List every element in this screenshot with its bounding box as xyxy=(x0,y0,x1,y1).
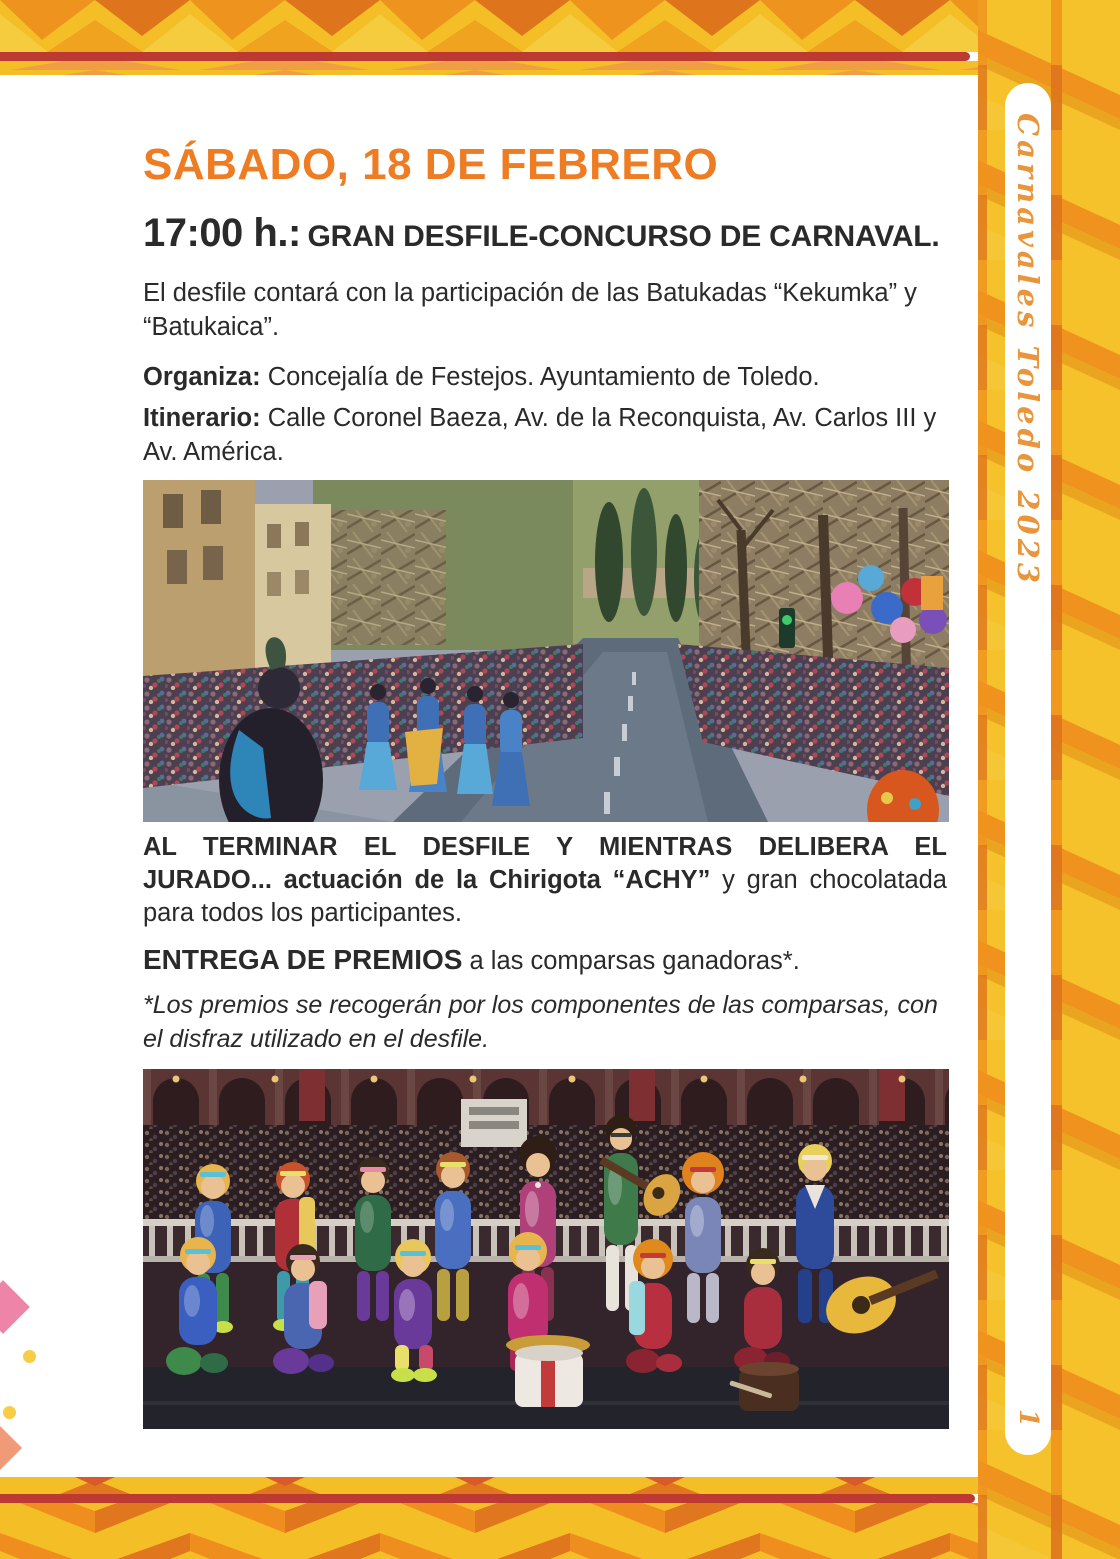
itinerario-label: Itinerario: xyxy=(143,404,261,432)
event-title: GRAN DESFILE-CONCURSO DE CARNAVAL. xyxy=(307,220,940,253)
sidebar-pill xyxy=(1005,83,1051,1455)
event-time: 17:00 h.: xyxy=(143,211,301,255)
bottom-border-art xyxy=(0,1477,978,1559)
parade-photo xyxy=(143,480,947,822)
yellow-dot-confetti xyxy=(3,1406,16,1419)
sidebar-vertical-title: Carnavales Toledo 2023 xyxy=(1011,113,1045,588)
footnote: *Los premios se recogerán por los componentes de las comparsas, con el disfraz utilizado en el desfile. xyxy=(143,991,938,1053)
stage-photo-art xyxy=(143,1069,949,1429)
right-sidebar xyxy=(978,0,1120,1559)
organiza-label: Organiza: xyxy=(143,363,261,391)
itinerario-text: Calle Coronel Baeza, Av. de la Reconquista, Av. Carlos III y Av. América. xyxy=(143,404,937,466)
event-heading xyxy=(143,211,947,258)
awards-bold: ENTREGA DE PREMIOS xyxy=(143,944,463,975)
parade-photo-art xyxy=(143,480,949,822)
awards-line xyxy=(143,943,947,978)
drum-small xyxy=(729,1362,799,1411)
yellow-dot-confetti xyxy=(23,1350,36,1363)
after-parade-regular: y gran chocolatada para todos los participantes. xyxy=(143,866,947,927)
content-area xyxy=(0,75,978,1429)
date-title: SÁBADO, 18 DE FEBRERO xyxy=(143,140,719,189)
top-border-art xyxy=(0,0,978,75)
awards-regular: a las comparsas ganadoras*. xyxy=(462,947,800,975)
organiza-line xyxy=(143,360,947,394)
bottom-border-pattern xyxy=(0,1477,978,1559)
intro-paragraph: El desfile contará con la participación de las Batukadas “Kekumka” y “Batukaica”. xyxy=(143,279,917,341)
stage-photo xyxy=(143,1069,947,1429)
drum xyxy=(506,1335,590,1407)
top-border-pattern xyxy=(0,0,978,75)
after-parade-paragraph xyxy=(143,831,947,930)
after-parade-bold: AL TERMINAR EL DESFILE Y MIENTRAS DELIBERA EL JURADO... actuación de la Chirigota “ACHY” xyxy=(143,833,947,894)
organiza-text: Concejalía de Festejos. Ayuntamiento de Toledo. xyxy=(260,363,820,391)
page-number: 1 xyxy=(1013,1408,1043,1427)
salmon-triangle-confetti xyxy=(0,1424,22,1472)
itinerario-line xyxy=(143,401,947,469)
